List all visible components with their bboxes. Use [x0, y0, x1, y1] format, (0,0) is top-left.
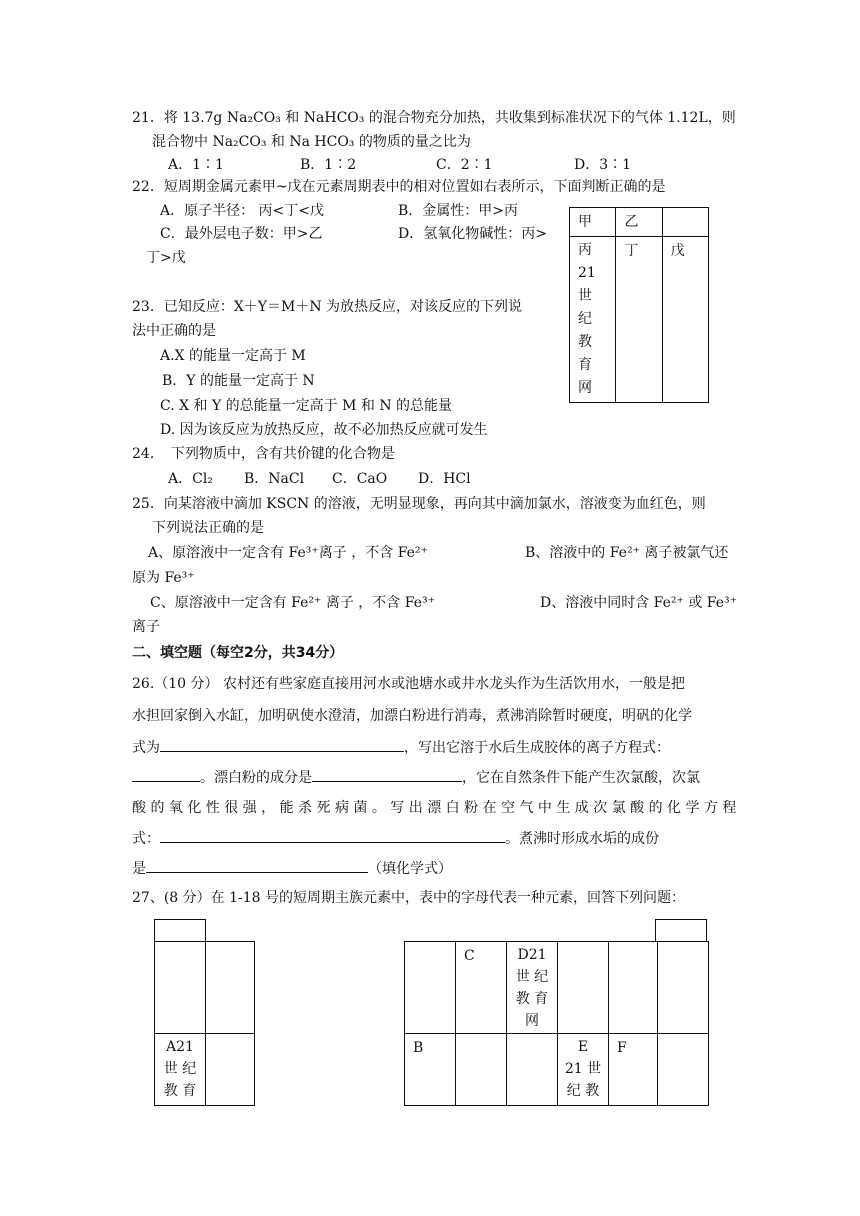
- q26-line7: 是 （填化学式）: [132, 858, 452, 879]
- section-title: 二、填空题（每空2分，共34分）: [132, 645, 344, 661]
- q26-line1: 26.（10 分） 农村还有些家庭直接用河水或池塘水或井水龙头作为生活饮用水，一般是把: [132, 676, 685, 692]
- q24-line1: 24． 下列物质中，含有共价键的化合物是: [132, 446, 395, 462]
- q23-option-b: B．Y 的能量一定高于 N: [162, 373, 315, 389]
- q24-option-b: B．NaCl: [244, 471, 305, 487]
- q21-option-b: B．1∶2: [300, 157, 357, 173]
- q27-cell-d: D21 世 纪 教 育 网: [507, 942, 558, 1034]
- q22-cell-jia: 甲: [570, 208, 616, 237]
- colloid-equation-blank[interactable]: [132, 767, 200, 782]
- q25-line1: 25．向某溶液中滴加 KSCN 的溶液，无明显现象，再向其中滴加氯水，溶液变为血红色，则: [132, 496, 706, 512]
- q22-option-d-cont: 丁>戊: [146, 250, 186, 266]
- bleach-composition-blank[interactable]: [312, 767, 462, 782]
- q25-option-a: A、原溶液中一定含有 Fe³⁺离子 ，不含 Fe²⁺: [148, 545, 428, 561]
- q23-option-c: C. X 和 Y 的总能量一定高于 M 和 N 的总能量: [160, 398, 453, 414]
- q27-table-left: [154, 941, 255, 1106]
- q21-line2: 混合物中 Na₂CO₃ 和 Na HCO₃ 的物质的量之比为: [152, 134, 471, 150]
- q25-option-d-cont: 离子: [132, 619, 160, 635]
- q26-line6: 式： 。煮沸时形成水垢的成份: [132, 828, 659, 849]
- q26-line3: 式为 ，写出它溶于水后生成胶体的离子方程式：: [132, 737, 670, 758]
- q25-line2: 下列说法正确的是: [152, 520, 264, 536]
- q22-option-d: D．氢氧化物碱性：丙>: [398, 226, 547, 242]
- q25-option-d: D、溶液中同时含 Fe²⁺ 或 Fe³⁺: [540, 595, 738, 611]
- q22-line1: 22．短周期金属元素甲~戊在元素周期表中的相对位置如右表所示，下面判断正确的是: [132, 179, 666, 195]
- q27-cell-a: A21 世 纪 教 育: [155, 1034, 206, 1106]
- q27-cell-b: B: [405, 1034, 456, 1106]
- q23-line2: 法中正确的是: [132, 323, 216, 339]
- q22-cell-ding: 丁: [616, 237, 662, 403]
- hclo-equation-blank[interactable]: [160, 828, 505, 843]
- q22-cell-yi: 乙: [616, 208, 662, 237]
- q25-option-b: B、溶液中的 Fe²⁺ 离子被氯气还: [525, 545, 729, 561]
- q24-option-d: D．HCl: [418, 471, 471, 487]
- q25-option-c: C、原溶液中一定含有 Fe²⁺ 离子 ，不含 Fe³⁺: [150, 595, 435, 611]
- q27-cell-c: C: [456, 942, 507, 1034]
- q22-cell-wu: 戊: [662, 237, 708, 403]
- q24-option-c: C．CaO: [332, 471, 388, 487]
- q22-periodic-table: [569, 207, 709, 403]
- q22-cell-empty: [662, 208, 708, 237]
- q21-line1: 21．将 13.7g Na₂CO₃ 和 NaHCO₃ 的混合物充分加热，共收集到标准状况下的气体 1.12L，则: [132, 110, 736, 126]
- q23-option-a: A.X 的能量一定高于 M: [160, 348, 306, 364]
- q27-table-right: [404, 941, 709, 1106]
- q25-option-b-cont: 原为 Fe³⁺: [132, 570, 195, 586]
- q26-line4: 。漂白粉的成分是 ，它在自然条件下能产生次氯酸，次氯: [132, 767, 700, 788]
- q22-option-c: C．最外层电子数：甲>乙: [160, 226, 323, 242]
- q27-cell-top-left: [154, 919, 206, 942]
- q26-line5: 酸 的 氧 化 性 很 强 ， 能 杀 死 病 菌 。 写 出 漂 白 粉 在 空 气 中 生 成 次 氯 酸 的 化 学 方 程: [132, 800, 737, 816]
- q22-option-a: A．原子半径： 丙<丁<戊: [160, 203, 325, 219]
- q27-cell-f: F: [609, 1034, 658, 1106]
- q27-cell-top-right: [655, 919, 707, 942]
- q21-option-d: D．3∶1: [574, 157, 632, 173]
- alum-formula-blank[interactable]: [160, 737, 404, 752]
- q22-option-b: B．金属性：甲>丙: [398, 203, 519, 219]
- q24-option-a: A．Cl₂: [168, 471, 213, 487]
- q21-option-c: C．2∶1: [436, 157, 493, 173]
- scale-formula-blank[interactable]: [146, 858, 368, 873]
- q27-line1: 27、(8 分）在 1-18 号的短周期主族元素中，表中的字母代表一种元素，回答下列问题：: [132, 890, 685, 906]
- q26-line2: 水担回家倒入水缸，加明矾使水澄清，加漂白粉进行消毒，煮沸消除暂时硬度，明矾的化学: [132, 708, 692, 724]
- q21-option-a: A．1∶1: [168, 157, 224, 173]
- q22-cell-bing: 丙 21 世 纪 教 育 网: [570, 237, 616, 403]
- q23-line1: 23．已知反应：X＋Y＝M＋N 为放热反应，对该反应的下列说: [132, 299, 523, 315]
- q27-cell-e: E 21 世 纪 教: [558, 1034, 609, 1106]
- q23-option-d: D. 因为该反应为放热反应，故不必加热反应就可发生: [160, 422, 488, 438]
